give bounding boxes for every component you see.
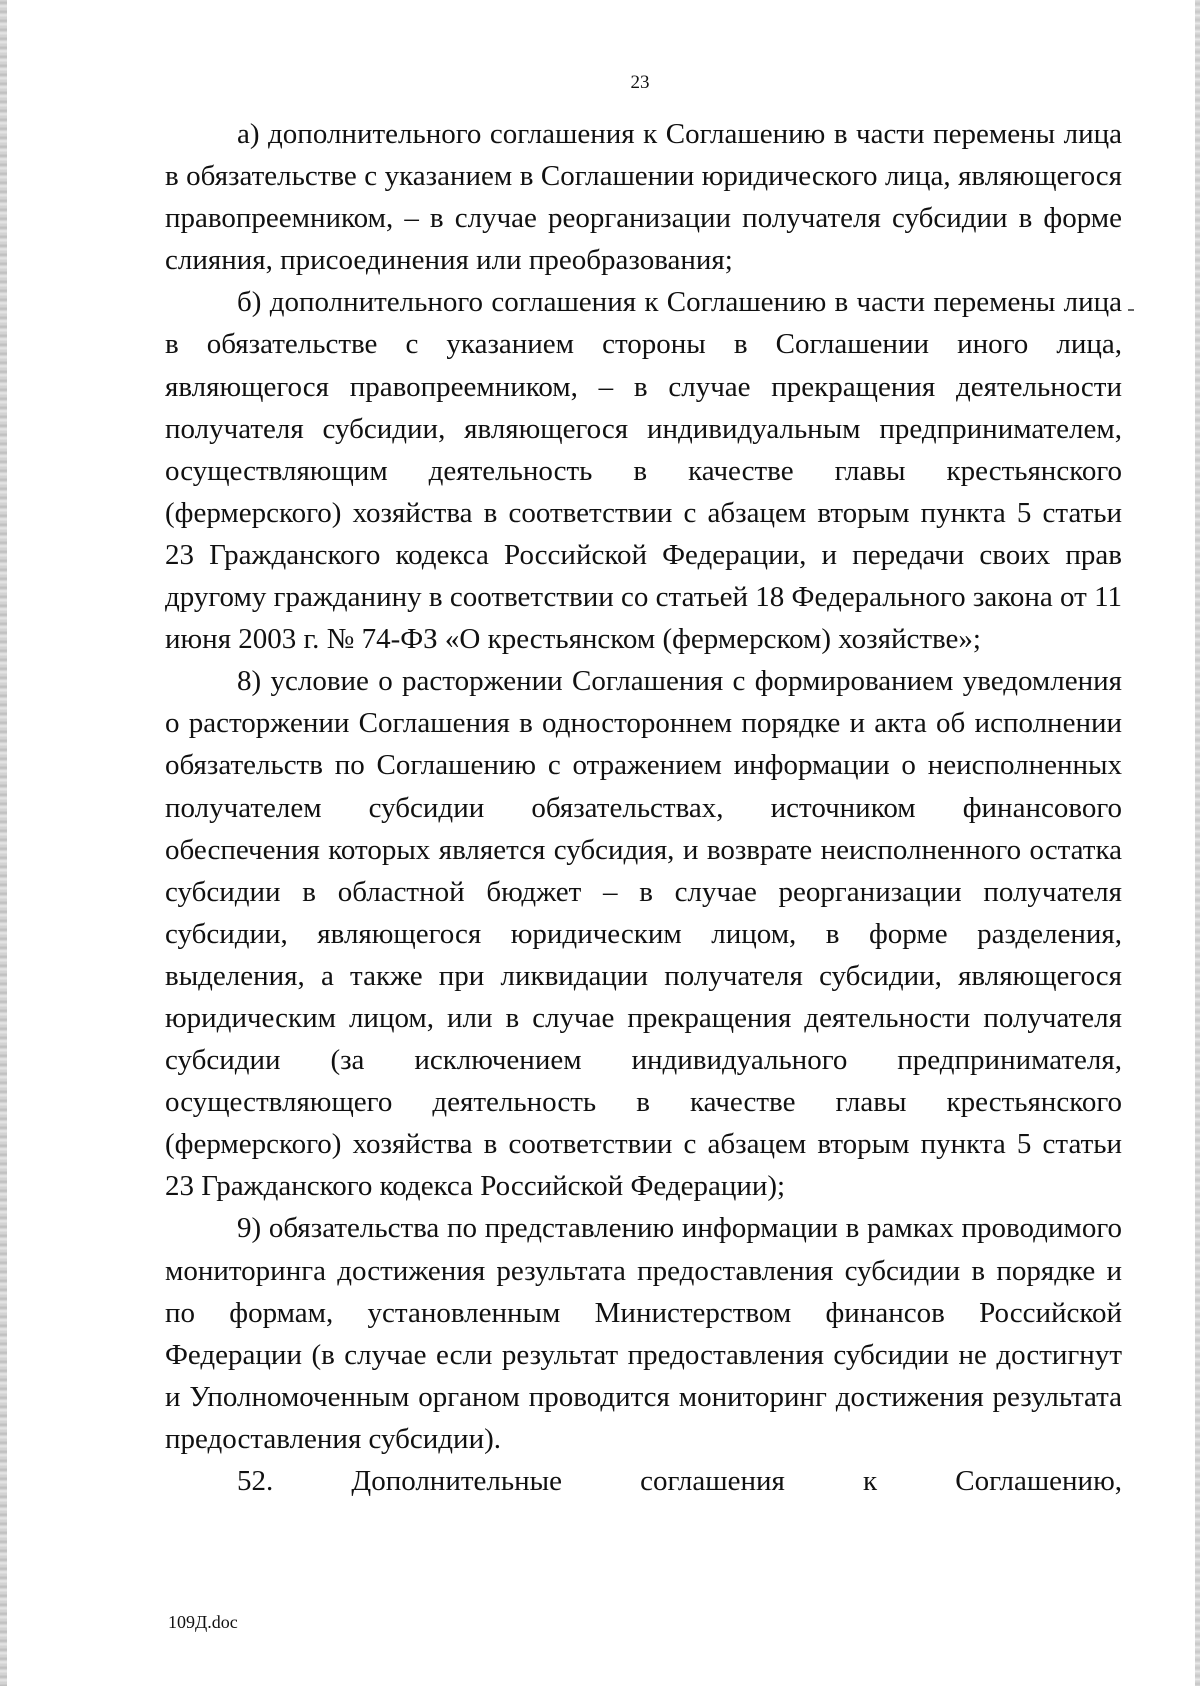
page-number: 23: [630, 72, 650, 93]
paragraph-52: 52. Дополнительные соглашения к Соглашению,: [237, 1465, 1122, 1497]
scan-edge-right: [1195, 0, 1200, 1686]
paragraph-8: 8) условие о расторжении Соглашения с формированием уведомления о расторжении Соглашения в одностороннем порядке и акта об исполнении обязательств по Соглашению с отражением информации о неисполненных получателем субсидии обязательствах, источником финансового обеспечения которых является субсидия, и возврате неисполненного остатка субсидии в областной бюджет – в случае реорганизации получателя субсидии, являющегося юридическим лицом, в форме разделения, выделения, а также при ликвидации получателя субсидии, являющегося юридическим лицом, или в случае прекращения деятельности получателя субсидии (за исключением индивидуального предпринимателя, осуществляющего деятельность в качестве главы крестьянского (фермерского) хозяйства в соответствии с абзацем вторым пункта 5 статьи 23 Гражданского кодекса Российской Федерации);: [165, 665, 1122, 1203]
document-body: [165, 113, 1122, 1502]
footer-filename: 109Д.doc: [168, 1612, 238, 1632]
scan-edge-left: [0, 0, 7, 1686]
paragraph-b: б) дополнительного соглашения к Соглашению в части перемены лица в обязательстве с указанием стороны в Соглашении иного лица, являющегося правопреемником, – в случае прекращения деятельности получателя субсидии, являющегося индивидуальным предпринимателем, осуществляющим деятельность в качестве главы крестьянского (фермерского) хозяйства в соответствии с абзацем вторым пункта 5 статьи 23 Гражданского кодекса Российской Федерации, и передачи своих прав другому гражданину в соответствии со статьей 18 Федерального закона от 11 июня 2003 г. № 74-ФЗ «О крестьянском (фермерском) хозяйстве»;: [165, 286, 1122, 656]
scan-speck: [1128, 309, 1134, 311]
paragraph-a: а) дополнительного соглашения к Соглашению в части перемены лица в обязательстве с указанием в Соглашении юридического лица, являющегося правопреемником, – в случае реорганизации получателя субсидии в форме слияния, присоединения или преобразования;: [165, 118, 1122, 277]
paragraph-9: 9) обязательства по представлению информации в рамках проводимого мониторинга достижения результата предоставления субсидии в порядке и по формам, установленным Министерством финансов Российской Федерации (в случае если результат предоставления субсидии не достигнут и Уполномоченным органом проводится мониторинг достижения результата предоставления субсидии).: [165, 1212, 1122, 1455]
